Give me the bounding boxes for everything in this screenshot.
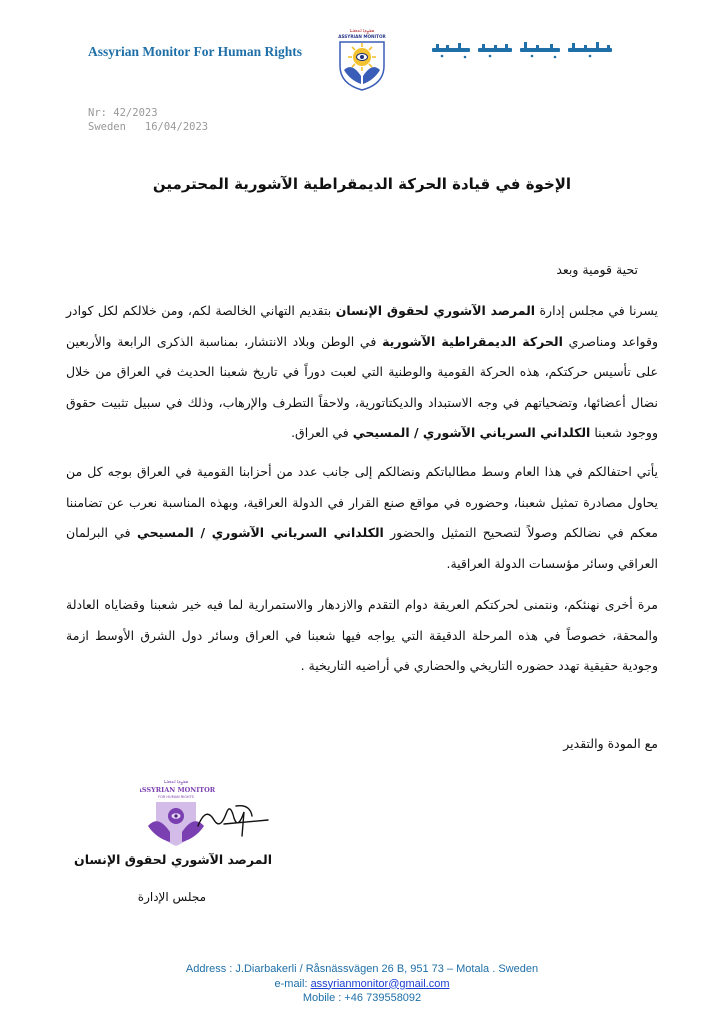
letter-closing: مع المودة والتقدير <box>563 736 658 751</box>
p1-text-3: في الوطن وبلاد الانتشار، بمناسبة الذكرى الرابعة والأربعين على تأسيس حركتكم، هذه الحركة القومية والوطنية التي لعبت دوراً في تاريخ شعبنا الحديث في العراق من خلال نضال أعضائها، وتضحياتهم في وجه الاستبداد والديكتاتورية، ولاحقاً التطرف والإرهاب، وذلك في سبيل تثبيت حقوق ووجود شعبنا <box>66 333 658 440</box>
p1-bold-3: الكلداني السرياني الآشوري / المسيحي <box>352 425 591 440</box>
stamp-and-signature <box>140 776 290 856</box>
p1-text-2: بتقديم التهاني الخالصة لكم، ومن خلالكم لكل كوادر وقواعد ومناصري <box>66 303 658 349</box>
footer-email-line <box>0 977 724 992</box>
reference-location-date: Sweden 16/04/2023 <box>88 121 209 133</box>
letter-title: الإخوة في قيادة الحركة الديمقراطية الآشورية المحترمين <box>152 175 572 193</box>
p2-text-2: في البرلمان العراقي وسائر مؤسسات الدولة العراقية. <box>66 525 658 571</box>
signatory-name: المرصد الآشوري لحقوق الإنسان <box>74 852 272 867</box>
organization-stamp <box>140 780 216 846</box>
svg-text:ܡܪܨܕܐ ܐܬܘܪܝܐ: ܡܪܨܕܐ ܐܬܘܪܝܐ <box>163 780 189 785</box>
logo-text: ASSYRIAN MONITOR <box>338 34 386 39</box>
p2-bold-1: الكلداني السرياني الآشوري / المسيحي <box>136 525 384 540</box>
footer-contact <box>0 962 724 1006</box>
letter-paragraph-3: مرة أخرى نهنئكم، ونتمنى لحركتكم العريقة دوام التقدم والازدهار والاستمرارية لما فيه خير شعبنا وقضاياه العادلة والمحقة، خصوصاً في هذه المرحلة الدقيقة التي يواجه فيها شعبنا في العراق وسائر دول الشرق الأوسط ازمة وجودية حقيقية تهدد حضوره التاريخي والحضاري في أراضيه التاريخية . <box>66 597 658 673</box>
p1-text-1: يسرنا في مجلس إدارة <box>535 303 658 318</box>
letter-paragraph-1 <box>66 296 658 449</box>
p1-text-4: في العراق. <box>291 425 353 440</box>
letter-paragraph-2 <box>66 457 658 579</box>
footer-email-label: e-mail: <box>274 977 311 990</box>
p1-bold-1: المرصد الآشوري لحقوق الإنسان <box>335 303 536 318</box>
footer-mobile: Mobile : +46 739558092 <box>302 992 422 1004</box>
p1-bold-2: الحركة الديمقراطية الآشورية <box>382 333 563 349</box>
letter-reference <box>88 106 208 134</box>
organization-name-syriac <box>432 40 632 62</box>
reference-number: Nr: 42/2023 <box>88 107 158 119</box>
svg-text:ܡܪܨܕܐ ܐܬܘܪܝܐ: ܡܪܨܕܐ ܐܬܘܪܝܐ <box>349 29 375 34</box>
footer-email-link[interactable]: assyrianmonitor@gmail.com <box>310 977 450 990</box>
svg-text:FOR HUMAN RIGHTS: FOR HUMAN RIGHTS <box>158 795 194 799</box>
signatory-role: مجلس الإدارة <box>137 890 206 904</box>
organization-name-english: Assyrian Monitor For Human Rights <box>88 44 303 59</box>
handwritten-signature <box>198 806 268 836</box>
p2-text-1: يأتي احتفالكم في هذا العام وسط مطالباتكم ونضالكم إلى جانب عدد من أحزابنا القومية في العراق بوجه كل من يحاول مصادرة تمثيل شعبنا، وحضوره في مواقع صنع القرار في الدولة العراقية، وبهذه المناسبة نعرب عن تضامننا معكم في نضالكم وصولاً لتصحيح التمثيل والحضور <box>66 464 658 540</box>
footer-address: Address : J.Diarbakerli / Råsnässvägen 26 B, 951 73 – Motala . Sweden <box>185 963 539 975</box>
svg-text:ASSYRIAN MONITOR: ASSYRIAN MONITOR <box>140 786 216 794</box>
letter-greeting: تحية قومية وبعد <box>556 262 638 277</box>
organization-logo <box>328 26 396 92</box>
